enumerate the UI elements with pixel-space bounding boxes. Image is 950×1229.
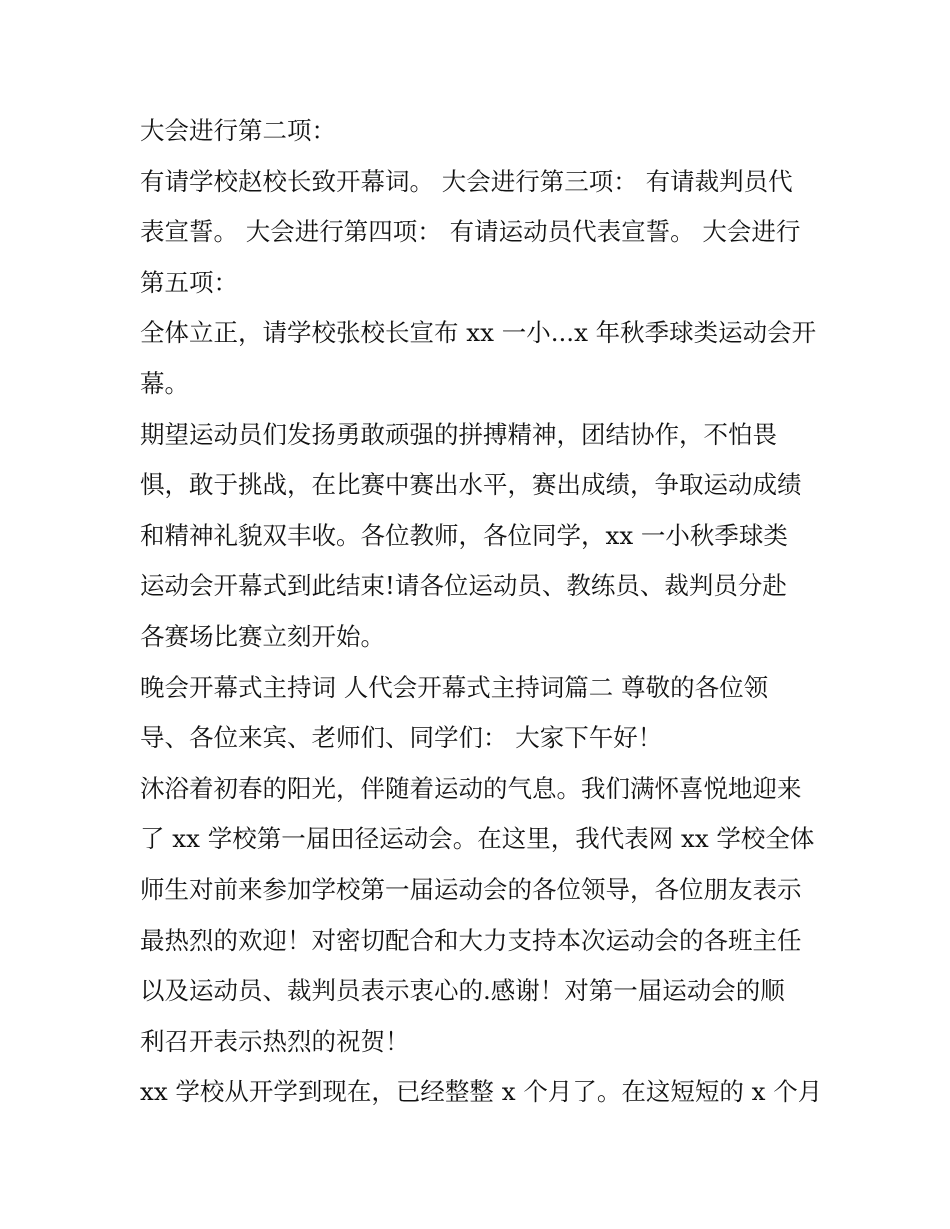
paragraph-opening-declaration: [140, 308, 820, 409]
text-line: 晚会开幕式主持词 人代会开幕式主持词篇二 尊敬的各位领: [140, 672, 769, 702]
paragraph-agenda-item-2: [140, 106, 820, 157]
text-line: 最热烈的欢迎！对密切配合和大力支持本次运动会的各班主任: [140, 925, 802, 955]
text-line: 惧，敢于挑战，在比赛中赛出水平，赛出成绩，争取运动成绩: [140, 470, 802, 500]
text-line: 各赛场比赛立刻开始。: [140, 621, 385, 651]
paragraph-athlete-wishes: [140, 410, 820, 663]
text-line: 了 xx 学校第一届田径运动会。在这里，我代表网 xx 学校全体: [140, 824, 815, 854]
text-line: 运动会开幕式到此结束!请各位运动员、教练员、裁判员分赴: [140, 571, 787, 601]
text-line: 有请学校赵校长致开幕词。 大会进行第三项： 有请裁判员代: [140, 166, 793, 196]
paragraph-agenda-items-3-5: [140, 157, 820, 309]
text-line: 幕。: [140, 368, 189, 398]
text-line: 期望运动员们发扬勇敢顽强的拼搏精神，团结协作，不怕畏: [140, 419, 777, 449]
text-line: 导、各位来宾、老师们、同学们： 大家下午好！: [140, 723, 663, 753]
text-line: 沐浴着初春的阳光，伴随着运动的气息。我们满怀喜悦地迎来: [140, 773, 802, 803]
text-line: 第五项：: [140, 267, 238, 297]
paragraph-welcome-speech: [140, 764, 820, 1068]
text-line: 和精神礼貌双丰收。各位教师，各位同学，xx 一小秋季球类: [140, 520, 788, 550]
document-body: [140, 106, 823, 1118]
paragraph-school-progress: [140, 1067, 823, 1118]
text-line: 利召开表示热烈的祝贺！: [140, 1026, 410, 1056]
text-line: 以及运动员、裁判员表示衷心的.感谢！对第一届运动会的顺: [140, 976, 785, 1006]
text-line: 师生对前来参加学校第一届运动会的各位领导，各位朋友表示: [140, 874, 802, 904]
text-line: 全体立正，请学校张校长宣布 xx 一小...x 年秋季球类运动会开: [140, 318, 817, 348]
text-line: 表宣誓。 大会进行第四项： 有请运动员代表宣誓。 大会进行: [140, 217, 801, 247]
text-line: 大会进行第二项：: [140, 116, 336, 145]
paragraph-section-two-heading: [140, 663, 820, 764]
text-line: xx 学校从开学到现在，已经整整 x 个月了。在这短短的 x 个月: [140, 1077, 823, 1107]
